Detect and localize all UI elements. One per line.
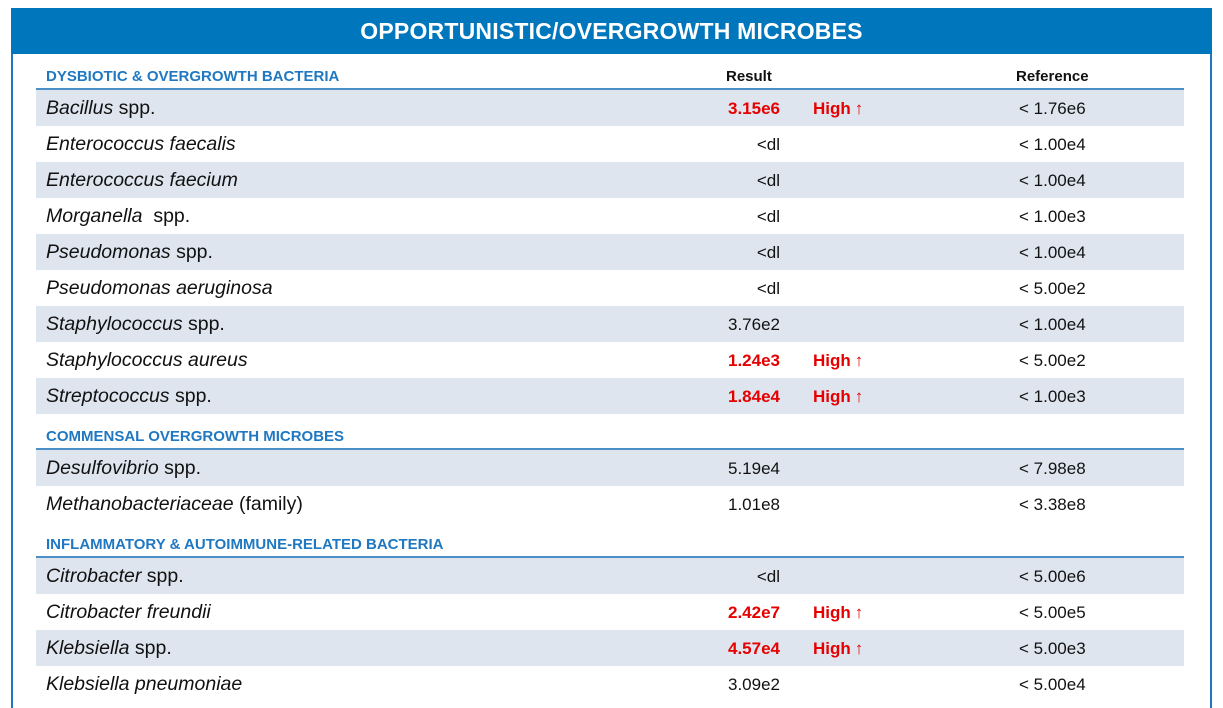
reference-value: < 5.00e2 [1019, 351, 1086, 370]
organism-name-suffix: spp. [182, 313, 225, 335]
organism-name [46, 277, 273, 300]
organism-name-suffix: (family) [233, 493, 303, 515]
result-value: <dl [756, 207, 780, 226]
result-value: <dl [756, 243, 780, 262]
high-flag-label: High [813, 351, 851, 370]
table-row [36, 558, 1184, 594]
organism-name [46, 457, 201, 480]
organism-name [46, 349, 248, 372]
arrow-up-icon: ↑ [854, 603, 864, 622]
high-flag-label: High [813, 387, 851, 406]
table-row [36, 630, 1184, 666]
reference-value: < 1.00e3 [1019, 207, 1086, 226]
section-rows-inflammatory [36, 558, 1184, 702]
arrow-up-icon: ↑ [854, 387, 864, 406]
reference-value: < 5.00e3 [1019, 639, 1086, 658]
organism-name-suffix: spp. [142, 205, 191, 227]
table-row [36, 306, 1184, 342]
page-title: OPPORTUNISTIC/OVERGROWTH MICROBES [11, 8, 1212, 54]
table-row [36, 162, 1184, 198]
high-flag-label: High [813, 639, 851, 658]
result-value: 1.01e8 [728, 495, 780, 514]
organism-name-italic: Klebsiella [46, 637, 130, 659]
table-row [36, 234, 1184, 270]
column-header-reference: Reference [1016, 68, 1089, 85]
organism-name-italic: Citrobacter [46, 565, 142, 587]
table-row [36, 198, 1184, 234]
organism-name [46, 385, 212, 408]
result-value: 5.19e4 [728, 459, 780, 478]
organism-name [46, 241, 213, 264]
high-flag-label: High [813, 99, 851, 118]
result-value: 3.76e2 [728, 315, 780, 334]
section-header-inflammatory [36, 530, 1184, 558]
table-row [36, 666, 1184, 702]
high-flag [813, 351, 863, 371]
section-header-commensal [36, 422, 1184, 450]
arrow-up-icon: ↑ [854, 351, 864, 370]
organism-name-suffix: spp. [169, 385, 212, 407]
reference-value: < 1.00e4 [1019, 243, 1086, 262]
organism-name [46, 133, 236, 156]
organism-name [46, 97, 155, 120]
section-header-dysbiotic [36, 62, 1184, 90]
result-value: <dl [756, 135, 780, 154]
section-rows-dysbiotic [36, 90, 1184, 414]
reference-value: < 7.98e8 [1019, 459, 1086, 478]
table-row [36, 90, 1184, 126]
organism-name-italic: Staphylococcus aureus [46, 349, 248, 371]
table-row [36, 270, 1184, 306]
table-row [36, 594, 1184, 630]
organism-name [46, 565, 184, 588]
result-value: <dl [756, 171, 780, 190]
result-value: 1.24e3 [728, 351, 780, 370]
organism-name-italic: Klebsiella pneumoniae [46, 673, 243, 695]
section-rows-commensal [36, 450, 1184, 522]
table-row [36, 486, 1184, 522]
organism-name [46, 493, 303, 516]
organism-name [46, 205, 190, 228]
result-value: <dl [756, 567, 780, 586]
organism-name-suffix: spp. [129, 637, 172, 659]
organism-name [46, 313, 225, 336]
organism-name-suffix: spp. [158, 457, 201, 479]
reference-value: < 1.00e3 [1019, 387, 1086, 406]
high-flag [813, 99, 863, 119]
organism-name-italic: Bacillus [46, 97, 114, 119]
arrow-up-icon: ↑ [854, 99, 864, 118]
result-value: 4.57e4 [728, 639, 780, 658]
organism-name-italic: Staphylococcus [46, 313, 183, 335]
result-value: 1.84e4 [728, 387, 780, 406]
organism-name-italic: Methanobacteriaceae [46, 493, 234, 515]
organism-name-suffix: spp. [113, 97, 156, 119]
reference-value: < 3.38e8 [1019, 495, 1086, 514]
organism-name-italic: Morganella [46, 205, 143, 227]
organism-name-italic: Pseudomonas [46, 241, 171, 263]
reference-value: < 5.00e5 [1019, 603, 1086, 622]
result-value: 3.15e6 [728, 99, 780, 118]
organism-name-suffix: spp. [170, 241, 213, 263]
table-row [36, 126, 1184, 162]
reference-value: < 5.00e6 [1019, 567, 1086, 586]
organism-name-italic: Pseudomonas aeruginosa [46, 277, 273, 299]
organism-name [46, 673, 242, 696]
reference-value: < 5.00e4 [1019, 675, 1086, 694]
organism-name [46, 601, 211, 624]
section-title: INFLAMMATORY & AUTOIMMUNE-RELATED BACTERIA [46, 536, 444, 553]
organism-name [46, 169, 238, 192]
high-flag [813, 639, 863, 659]
organism-name-italic: Citrobacter freundii [46, 601, 211, 623]
organism-name [46, 637, 172, 660]
organism-name-suffix: spp. [141, 565, 184, 587]
organism-name-italic: Streptococcus [46, 385, 170, 407]
table-row [36, 342, 1184, 378]
section-title: DYSBIOTIC & OVERGROWTH BACTERIA [46, 68, 340, 85]
result-value: 2.42e7 [728, 603, 780, 622]
reference-value: < 1.00e4 [1019, 315, 1086, 334]
reference-value: < 1.00e4 [1019, 171, 1086, 190]
reference-value: < 1.76e6 [1019, 99, 1086, 118]
high-flag [813, 603, 863, 623]
organism-name-italic: Enterococcus faecium [46, 169, 238, 191]
results-table [36, 62, 1184, 702]
section-title: COMMENSAL OVERGROWTH MICROBES [46, 428, 345, 445]
table-row [36, 450, 1184, 486]
result-value: <dl [756, 279, 780, 298]
column-header-result: Result [726, 68, 772, 85]
arrow-up-icon: ↑ [854, 639, 864, 658]
reference-value: < 5.00e2 [1019, 279, 1086, 298]
organism-name-italic: Enterococcus faecalis [46, 133, 236, 155]
high-flag [813, 387, 863, 407]
organism-name-italic: Desulfovibrio [46, 457, 159, 479]
reference-value: < 1.00e4 [1019, 135, 1086, 154]
result-value: 3.09e2 [728, 675, 780, 694]
table-row [36, 378, 1184, 414]
high-flag-label: High [813, 603, 851, 622]
